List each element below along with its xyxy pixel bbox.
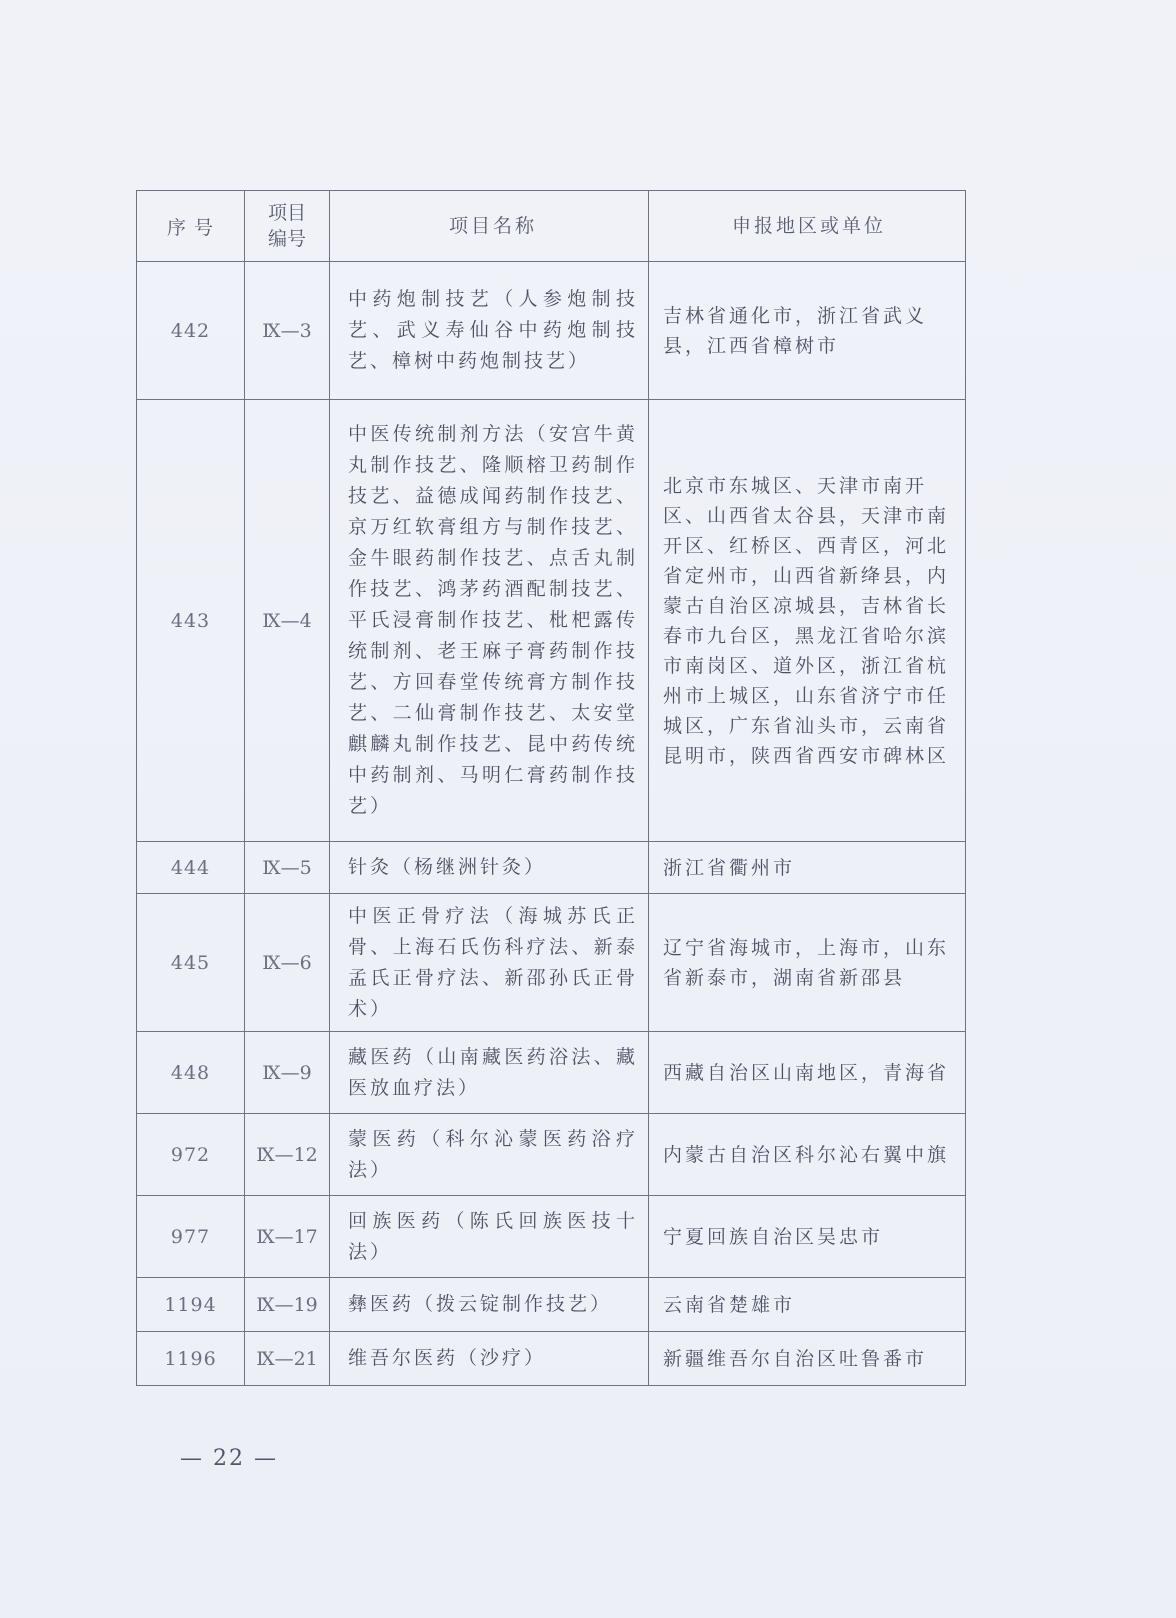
cell-project-name: 彝医药（拨云锭制作技艺）: [330, 1278, 649, 1332]
cell-project-name: 中医正骨疗法（海城苏氏正骨、上海石氏伤科疗法、新泰孟氏正骨疗法、新邵孙氏正骨术）: [330, 894, 649, 1032]
cell-serial-number: 448: [137, 1032, 245, 1114]
header-project-code: [245, 191, 330, 262]
cell-serial-number: 1194: [137, 1278, 245, 1332]
cell-region: 吉林省通化市，浙江省武义县，江西省樟树市: [649, 262, 966, 400]
cell-region: 内蒙古自治区科尔沁右翼中旗: [649, 1114, 966, 1196]
cell-project-name: 藏医药（山南藏医药浴法、藏医放血疗法）: [330, 1032, 649, 1114]
cell-serial-number: 977: [137, 1196, 245, 1278]
cell-serial-number: 972: [137, 1114, 245, 1196]
cell-serial-number: 442: [137, 262, 245, 400]
cell-region: 宁夏回族自治区吴忠市: [649, 1196, 966, 1278]
cell-serial-number: 445: [137, 894, 245, 1032]
header-region: 申报地区或单位: [649, 191, 966, 262]
table-row: [137, 1114, 966, 1196]
cell-project-name: 维吾尔医药（沙疗）: [330, 1332, 649, 1386]
table-row: [137, 894, 966, 1032]
cell-project-code: Ⅸ—4: [245, 400, 330, 842]
cell-serial-number: 443: [137, 400, 245, 842]
cell-region: 新疆维吾尔自治区吐鲁番市: [649, 1332, 966, 1386]
cell-project-code: Ⅸ—21: [245, 1332, 330, 1386]
cell-project-code: Ⅸ—17: [245, 1196, 330, 1278]
cell-project-name: 中药炮制技艺（人参炮制技艺、武义寿仙谷中药炮制技艺、樟树中药炮制技艺）: [330, 262, 649, 400]
cell-region: 西藏自治区山南地区，青海省: [649, 1032, 966, 1114]
cell-region: 云南省楚雄市: [649, 1278, 966, 1332]
table-header-row: [137, 191, 966, 262]
cell-serial-number: 444: [137, 842, 245, 894]
header-project-name: 项目名称: [330, 191, 649, 262]
cell-project-name: 蒙医药（科尔沁蒙医药浴疗法）: [330, 1114, 649, 1196]
cell-region: 北京市东城区、天津市南开区、山西省太谷县，天津市南开区、红桥区、西青区，河北省定州市，山西省新绛县，内蒙古自治区凉城县，吉林省长春市九台区，黑龙江省哈尔滨市南岗区、道外区，浙江省杭州市上城区，山东省济宁市任城区，广东省汕头市，云南省昆明市，陕西省西安市碑林区: [649, 400, 966, 842]
cell-project-code: Ⅸ—12: [245, 1114, 330, 1196]
cell-project-name: 回族医药（陈氏回族医技十法）: [330, 1196, 649, 1278]
cell-project-name: 针灸（杨继洲针灸）: [330, 842, 649, 894]
header-code-line2: 编号: [267, 228, 306, 250]
cell-region: 浙江省衢州市: [649, 842, 966, 894]
table-row: [137, 1278, 966, 1332]
cell-region: 辽宁省海城市，上海市，山东省新泰市，湖南省新邵县: [649, 894, 966, 1032]
header-serial-number: 序 号: [137, 191, 245, 262]
cell-project-name: 中医传统制剂方法（安宫牛黄丸制作技艺、隆顺榕卫药制作技艺、益德成闻药制作技艺、京万红软膏组方与制作技艺、金牛眼药制作技艺、点舌丸制作技艺、鸿茅药酒配制技艺、平氏浸膏制作技艺、枇杷露传统制剂、老王麻子膏药制作技艺、方回春堂传统膏方制作技艺、二仙膏制作技艺、太安堂麒麟丸制作技艺、昆中药传统中药制剂、马明仁膏药制作技艺）: [330, 400, 649, 842]
cell-serial-number: 1196: [137, 1332, 245, 1386]
table-row: [137, 400, 966, 842]
header-code-line1: 项目: [267, 202, 306, 224]
page-number: — 22 —: [180, 1446, 278, 1471]
table-row: [137, 262, 966, 400]
table-row: [137, 842, 966, 894]
table-row: [137, 1196, 966, 1278]
cell-project-code: Ⅸ—6: [245, 894, 330, 1032]
table-row: [137, 1032, 966, 1114]
cell-project-code: Ⅸ—5: [245, 842, 330, 894]
cell-project-code: Ⅸ—3: [245, 262, 330, 400]
table-row: [137, 1332, 966, 1386]
cell-project-code: Ⅸ—9: [245, 1032, 330, 1114]
heritage-project-table: [136, 190, 966, 1386]
cell-project-code: Ⅸ—19: [245, 1278, 330, 1332]
